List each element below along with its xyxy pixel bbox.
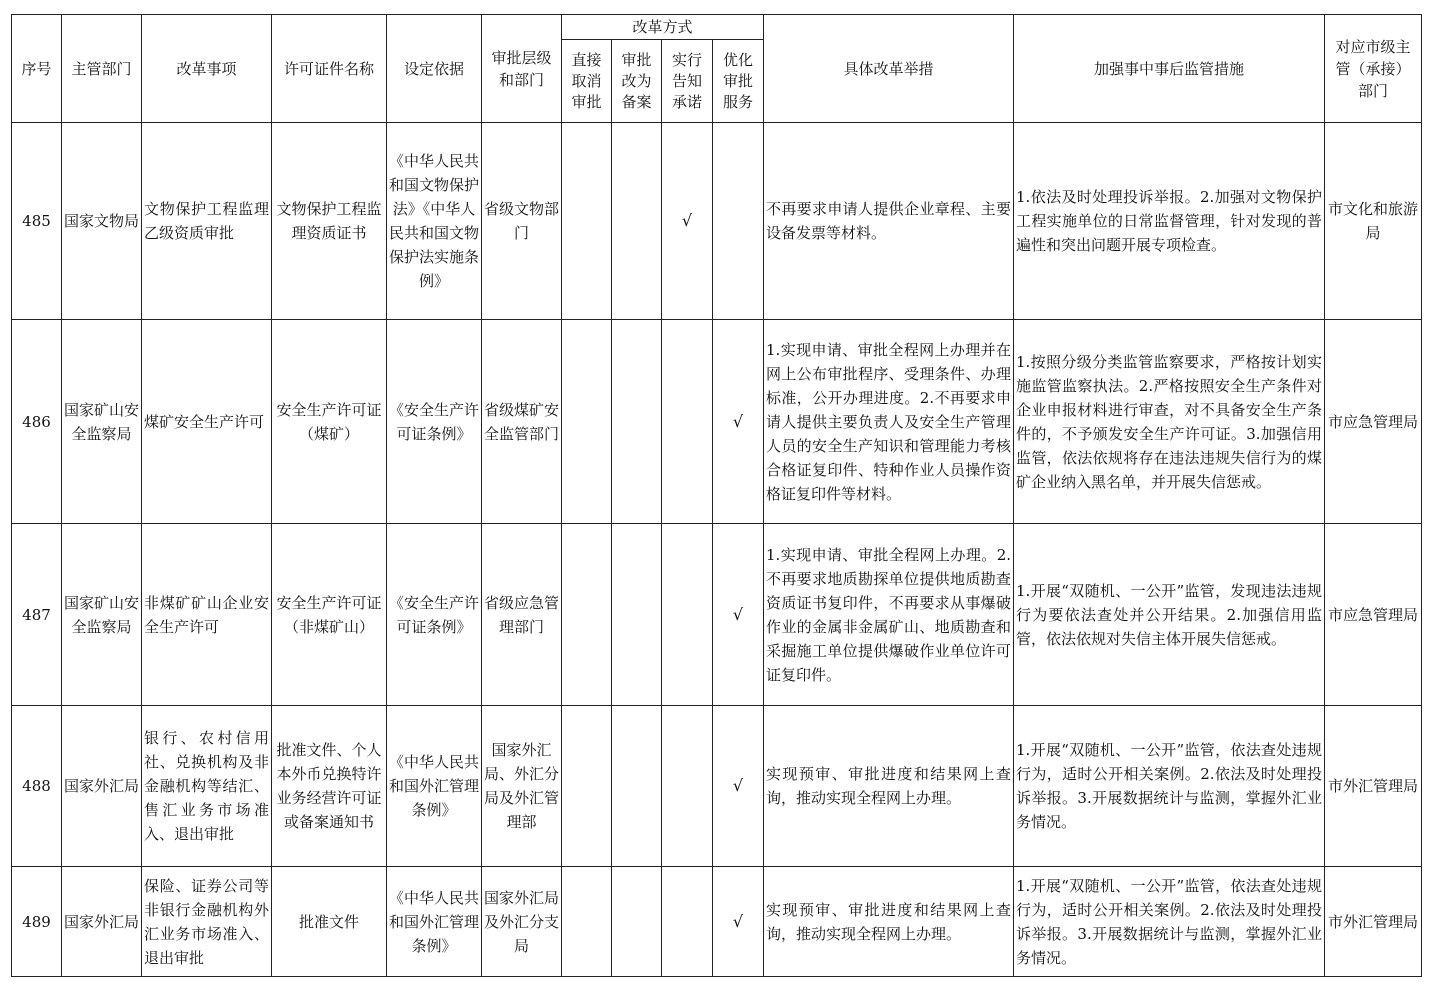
row-basis: 《安全生产许可证条例》 — [387, 320, 482, 524]
header-mode-notify: 实行告知承诺 — [662, 40, 713, 123]
row-mode-record — [612, 706, 662, 867]
header-supervision: 加强事中事后监管措施 — [1014, 15, 1325, 123]
reform-items-table — [11, 14, 1422, 977]
row-mode-optimize: √ — [713, 320, 764, 524]
row-basis: 《中华人民共和国外汇管理条例》 — [387, 706, 482, 867]
header-dept: 主管部门 — [62, 15, 142, 123]
row-license: 批准文件 — [272, 867, 387, 977]
row-license: 批准文件、个人本外币兑换特许业务经营许可证或备案通知书 — [272, 706, 387, 867]
row-mode-notify — [662, 320, 713, 524]
row-city-dept: 市外汇管理局 — [1325, 706, 1422, 867]
row-city-dept: 市文化和旅游局 — [1325, 123, 1422, 320]
row-mode-notify — [662, 524, 713, 706]
row-mode-optimize — [713, 123, 764, 320]
row-level: 省级应急管理部门 — [482, 524, 562, 706]
row-level: 国家外汇局、外汇分局及外汇管理部 — [482, 706, 562, 867]
row-measures: 1.实现申请、审批全程网上办理。2.不再要求地质勘探单位提供地质勘查资质证书复印件，不再要求从事爆破作业的金属非金属矿山、地质勘查和采掘施工单位提供爆破作业单位许可证复印件。 — [764, 524, 1014, 706]
row-basis: 《中华人民共和国文物保护法》《中华人民共和国文物保护法实施条例》 — [387, 123, 482, 320]
header-seq: 序号 — [12, 15, 62, 123]
table-row — [12, 524, 1422, 706]
row-dept: 国家矿山安全监察局 — [62, 320, 142, 524]
row-mode-cancel — [562, 706, 612, 867]
row-city-dept: 市应急管理局 — [1325, 524, 1422, 706]
row-level: 省级煤矿安全监管部门 — [482, 320, 562, 524]
row-mode-notify — [662, 706, 713, 867]
row-supervision: 1.开展“双随机、一公开”监管，依法查处违规行为，适时公开相关案例。2.依法及时处理投诉举报。3.开展数据统计与监测，掌握外汇业务情况。 — [1014, 867, 1325, 977]
table-row — [12, 320, 1422, 524]
header-mode-record: 审批改为备案 — [612, 40, 662, 123]
row-mode-record — [612, 867, 662, 977]
row-mode-optimize: √ — [713, 706, 764, 867]
row-measures: 1.实现申请、审批全程网上办理并在网上公布审批程序、受理条件、办理标准，公开办理进度。2.不再要求申请人提供主要负责人及安全生产管理人员的安全生产知识和管理能力考核合格证复印件、特种作业人员操作资格证复印件等材料。 — [764, 320, 1014, 524]
row-dept: 国家外汇局 — [62, 706, 142, 867]
header-reform-mode: 改革方式 — [562, 15, 764, 40]
row-seq: 489 — [12, 867, 62, 977]
row-mode-cancel — [562, 123, 612, 320]
row-mode-record — [612, 123, 662, 320]
row-supervision: 1.依法及时处理投诉举报。2.加强对文物保护工程实施单位的日常监督管理，针对发现的普遍性和突出问题开展专项检查。 — [1014, 123, 1325, 320]
row-dept: 国家外汇局 — [62, 867, 142, 977]
row-mode-cancel — [562, 867, 612, 977]
table-row — [12, 706, 1422, 867]
header-mode-optimize: 优化审批服务 — [713, 40, 764, 123]
header-mode-cancel: 直接取消审批 — [562, 40, 612, 123]
row-seq: 487 — [12, 524, 62, 706]
row-license: 安全生产许可证（非煤矿山） — [272, 524, 387, 706]
row-mode-cancel — [562, 524, 612, 706]
table-row — [12, 123, 1422, 320]
row-license: 文物保护工程监理资质证书 — [272, 123, 387, 320]
row-level: 省级文物部门 — [482, 123, 562, 320]
row-item: 非煤矿矿山企业安全生产许可 — [142, 524, 272, 706]
row-mode-optimize: √ — [713, 524, 764, 706]
row-license: 安全生产许可证（煤矿） — [272, 320, 387, 524]
row-measures: 实现预审、审批进度和结果网上查询，推动实现全程网上办理。 — [764, 867, 1014, 977]
header-item: 改革事项 — [142, 15, 272, 123]
row-mode-record — [612, 320, 662, 524]
row-mode-record — [612, 524, 662, 706]
row-dept: 国家文物局 — [62, 123, 142, 320]
row-basis: 《安全生产许可证条例》 — [387, 524, 482, 706]
row-mode-notify — [662, 867, 713, 977]
row-item: 保险、证券公司等非银行金融机构外汇业务市场准入、退出审批 — [142, 867, 272, 977]
row-seq: 486 — [12, 320, 62, 524]
row-item: 银行、农村信用社、兑换机构及非金融机构等结汇、售汇业务市场准入、退出审批 — [142, 706, 272, 867]
row-measures: 实现预审、审批进度和结果网上查询，推动实现全程网上办理。 — [764, 706, 1014, 867]
row-supervision: 1.开展“双随机、一公开”监管，发现违法违规行为要依法查处并公开结果。2.加强信用监管，依法依规对失信主体开展失信惩戒。 — [1014, 524, 1325, 706]
header-basis: 设定依据 — [387, 15, 482, 123]
row-dept: 国家矿山安全监察局 — [62, 524, 142, 706]
header-license: 许可证件名称 — [272, 15, 387, 123]
row-measures: 不再要求申请人提供企业章程、主要设备发票等材料。 — [764, 123, 1014, 320]
row-seq: 488 — [12, 706, 62, 867]
row-city-dept: 市应急管理局 — [1325, 320, 1422, 524]
row-mode-notify: √ — [662, 123, 713, 320]
table-row — [12, 867, 1422, 977]
row-item: 文物保护工程监理乙级资质审批 — [142, 123, 272, 320]
row-level: 国家外汇局及外汇分支局 — [482, 867, 562, 977]
row-mode-cancel — [562, 320, 612, 524]
row-basis: 《中华人民共和国外汇管理条例》 — [387, 867, 482, 977]
row-city-dept: 市外汇管理局 — [1325, 867, 1422, 977]
row-supervision: 1.按照分级分类监管监察要求，严格按计划实施监管监察执法。2.严格按照安全生产条件对企业申报材料进行审查，对不具备安全生产条件的，不予颁发安全生产许可证。3.加强信用监管，依法依规将存在违法违规失信行为的煤矿企业纳入黑名单，并开展失信惩戒。 — [1014, 320, 1325, 524]
header-city-dept: 对应市级主管（承接）部门 — [1325, 15, 1422, 123]
row-supervision: 1.开展“双随机、一公开”监管，依法查处违规行为，适时公开相关案例。2.依法及时处理投诉举报。3.开展数据统计与监测，掌握外汇业务情况。 — [1014, 706, 1325, 867]
row-seq: 485 — [12, 123, 62, 320]
row-item: 煤矿安全生产许可 — [142, 320, 272, 524]
header-level: 审批层级和部门 — [482, 15, 562, 123]
header-measures: 具体改革举措 — [764, 15, 1014, 123]
row-mode-optimize: √ — [713, 867, 764, 977]
